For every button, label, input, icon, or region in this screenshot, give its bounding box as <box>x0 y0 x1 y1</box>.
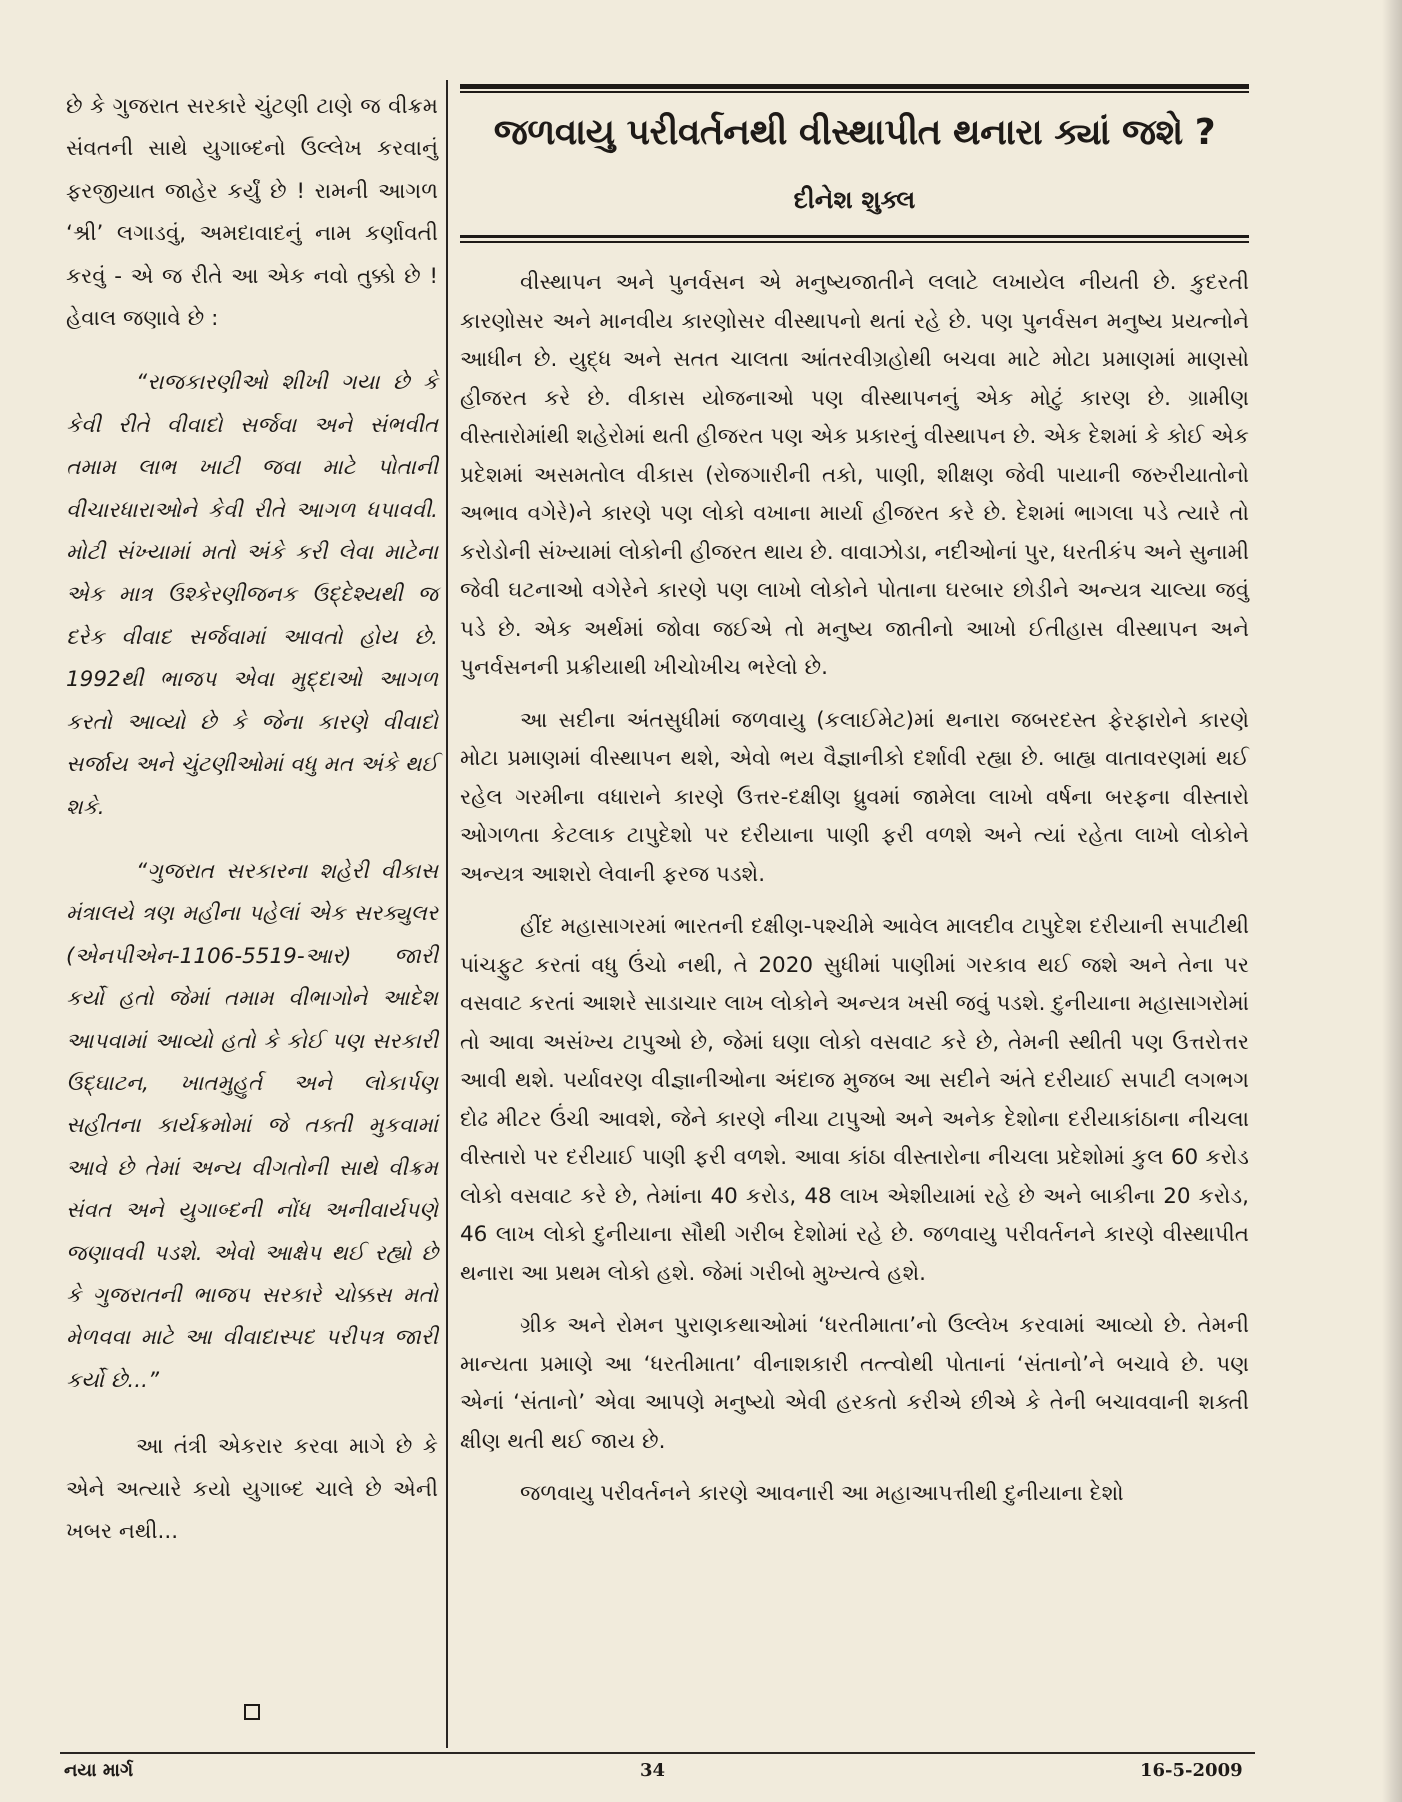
left-quote-2: “ગુજરાત સરકારના શહેરી વીકાસ મંત્રાલયે ત્રણ મહીના પહેલાં એક સરક્યુલર (એનપીએન-1106-5519-આર) જારી કર્યો હતો જેમાં તમામ વીભાગોને આદેશ આપવામાં આવ્યો હતો કે કોઈ પણ સરકારી ઉદ્‌ઘાટન, ખાતમુહુર્ત અને લોકાર્પણ સહીતના કાર્યક્રમોમાં જે તક્તી મુકવામાં આવે છે તેમાં અન્ય વીગતોની સાથે વીક્રમ સંવત અને યુગાબ્દની નોંધ અનીવાર્યપણે જણાવવી પડશે. એવો આક્ષેપ થઈ રહ્યો છે કે ગુજરાતની ભાજપ સરકારે ચોક્કસ મતો મેળવવા માટે આ વીવાદાસ્પદ પરીપત્ર જારી કર્યો છે...” <box>66 858 438 1393</box>
article-author: દીનેશ શુક્લ <box>793 185 916 214</box>
article-paragraph-4: ગ્રીક અને રોમન પુરાણકથાઓમાં ‘ધરતીમાતા’નો ઉલ્લેખ કરવામાં આવ્યો છે. તેમની માન્યતા પ્રમાણે આ ‘ધરતીમાતા’ વીનાશકારી તત્ત્વોથી પોતાનાં ‘સંતાનો’ને બચાવે છે. પણ એનાં ‘સંતાનો’ એવા આપણે મનુષ્યો એવી હરકતો કરીએ છીએ કે તેની બચાવવાની શક્તી ક્ષીણ થતી થઈ જાય છે. <box>460 1313 1249 1454</box>
article-paragraph-2: આ સદીના અંતસુધીમાં જળવાયુ (કલાઈમેટ)માં થનારા જબરદસ્ત ફેરફારોને કારણે મોટા પ્રમાણમાં વીસ્થાપન થશે, એવો ભય વૈજ્ઞાનીકો દર્શાવી રહ્યા છે. બાહ્ય વાતાવરણમાં થઈ રહેલ ગરમીના વધારાને કારણે ઉત્તર-દક્ષીણ ધ્રુવમાં જામેલા લાખો વર્ષના બરફના વીસ્તારો ઓગળતા કેટલાક ટાપુદેશો પર દરીયાના પાણી ફરી વળશે અને ત્યાં રહેતા લાખો લોકોને અન્યત્ર આશરો લેવાની ફરજ પડશે. <box>460 707 1249 887</box>
article-paragraph-5: જળવાયુ પરીવર્તનને કારણે આવનારી આ મહાઆપત્તીથી દુનીયાના દેશો <box>520 1481 1124 1506</box>
end-of-article-square-icon <box>244 1704 260 1720</box>
article-column <box>460 84 1249 1528</box>
article-title: જળવાયુ પરીવર્તનથી વીસ્થાપીત થનારા ક્યાં જશે ? <box>493 112 1216 153</box>
footer-publication: નયા માર્ગ <box>64 1760 134 1781</box>
footer-rule <box>60 1752 1255 1754</box>
left-editor-note: આ તંત્રી એકરાર કરવા માગે છે કે એને અત્યારે કયો યુગાબ્દ ચાલે છે એની ખબર નથી... <box>66 1434 438 1544</box>
article-paragraph-1: વીસ્થાપન અને પુનર્વસન એ મનુષ્યજાતીને લલાટે લખાયેલ નીયતી છે. કુદરતી કારણોસર અને માનવીય કારણોસર વીસ્થાપનો થતાં રહે છે. પણ પુનર્વસન મનુષ્ય પ્રયત્નોને આધીન છે. યુદ્ધ અને સતત ચાલતા આંતરવીગ્રહોથી બચવા માટે મોટા પ્રમાણમાં માણસો હીજરત કરે છે. વીકાસ યોજનાઓ પણ વીસ્થાપનનું એક મોટું કારણ છે. ગ્રામીણ વીસ્તારોમાંથી શહેરોમાં થતી હીજરત પણ એક પ્રકારનું વીસ્થાપન છે. એક દેશમાં કે કોઈ એક પ્રદેશમાં અસમતોલ વીકાસ (રોજગારીની તકો, પાણી, શીક્ષણ જેવી પાયાની જરુરીયાતોનો અભાવ વગેરે)ને કારણે પણ લોકો વખાના માર્યા હીજરત કરે છે. દેશમાં ભાગલા પડે ત્યારે તો કરોડોની સંખ્યામાં લોકોની હીજરત થાય છે. વાવાઝોડા, નદીઓનાં પુર, ધરતીકંપ અને સુનામી જેવી ઘટનાઓ વગેરેને કારણે પણ લાખો લોકોને પોતાના ઘરબાર છોડીને અન્યત્ર ચાલ્યા જવું પડે છે. એક અર્થમાં જોવા જઈએ તો મનુષ્ય જાતીનો આખો ઈતીહાસ વીસ્થાપન અને પુનર્વસનની પ્રક્રીયાથી ખીચોખીચ ભરેલો છે. <box>460 270 1249 680</box>
title-rule-top <box>460 84 1249 91</box>
title-rule-bottom <box>460 235 1249 238</box>
article-paragraph-3: હીંદ મહાસાગરમાં ભારતની દક્ષીણ-પશ્ચીમે આવેલ માલદીવ ટાપુદેશ દરીયાની સપાટીથી પાંચફુટ કરતાં વધુ ઉંચો નથી, તે 2020 સુધીમાં પાણીમાં ગરકાવ થઈ જશે અને તેના પર વસવાટ કરતાં આશરે સાડાચાર લાખ લોકોને અન્યત્ર ખસી જવું પડશે. દુનીયાના મહાસાગરોમાં તો આવા અસંખ્ય ટાપુઓ છે, જેમાં ઘણા લોકો વસવાટ કરે છે, તેમની સ્થીતી પણ ઉત્તરોત્તર આવી થશે. પર્યાવરણ વીજ્ઞાનીઓના અંદાજ મુજબ આ સદીને અંતે દરીયાઈ સપાટી લગભગ દોઢ મીટર ઉંચી આવશે, જેને કારણે નીચા ટાપુઓ અને અનેક દેશોના દરીયાકાંઠાના નીચલા વીસ્તારો પર દરીયાઈ પાણી ફરી વળશે. આવા કાંઠા વીસ્તારોના નીચલા પ્રદેશોમાં કુલ 60 કરોડ લોકો વસવાટ કરે છે, તેમાંના 40 કરોડ, 48 લાખ એશીયામાં રહે છે અને બાકીના 20 કરોડ, 46 લાખ લોકો દુનીયાના સૌથી ગરીબ દેશોમાં રહે છે. જળવાયુ પરીવર્તનને કારણે વીસ્થાપીત થનારા આ પ્રથમ લોકો હશે. જેમાં ગરીબો મુખ્યત્વે હશે. <box>460 914 1249 1286</box>
left-paragraph-1: છે કે ગુજરાત સરકારે ચુંટણી ટાણે જ વીક્રમ સંવતની સાથે યુગાબ્દનો ઉલ્લેખ કરવાનું ફરજીયાત જાહેર કર્યું છે ! રામની આગળ ‘શ્રી’ લગાડવું, અમદાવાદનું નામ કર્ણાવતી કરવું - એ જ રીતે આ એક નવો તુક્કો છે ! હેવાલ જણાવે છે : <box>66 94 438 332</box>
left-column <box>66 86 438 1553</box>
column-divider <box>446 80 448 1748</box>
left-quote-1: “રાજકારણીઓ શીખી ગયા છે કે કેવી રીતે વીવાદો સર્જવા અને સંભવીત તમામ લાભ ખાટી જવા માટે પોતાની વીચારધારાઓને કેવી રીતે આગળ ધપાવવી. મોટી સંખ્યામાં મતો અંકે કરી લેવા માટેના એક માત્ર ઉશ્કેરણીજનક ઉદ્દેશ્યથી જ દરેક વીવાદ સર્જવામાં આવતો હોય છે. 1992થી ભાજપ એવા મુદ્દાઓ આગળ કરતો આવ્યો છે કે જેના કારણે વીવાદો સર્જાય અને ચુંટણીઓમાં વધુ મત અંકે થઈ શકે. <box>66 370 438 820</box>
article-body <box>460 264 1249 1514</box>
page-edge-shadow <box>1382 0 1402 1802</box>
footer-date: 16-5-2009 <box>1140 1760 1243 1781</box>
footer-page-number: 34 <box>640 1760 666 1781</box>
